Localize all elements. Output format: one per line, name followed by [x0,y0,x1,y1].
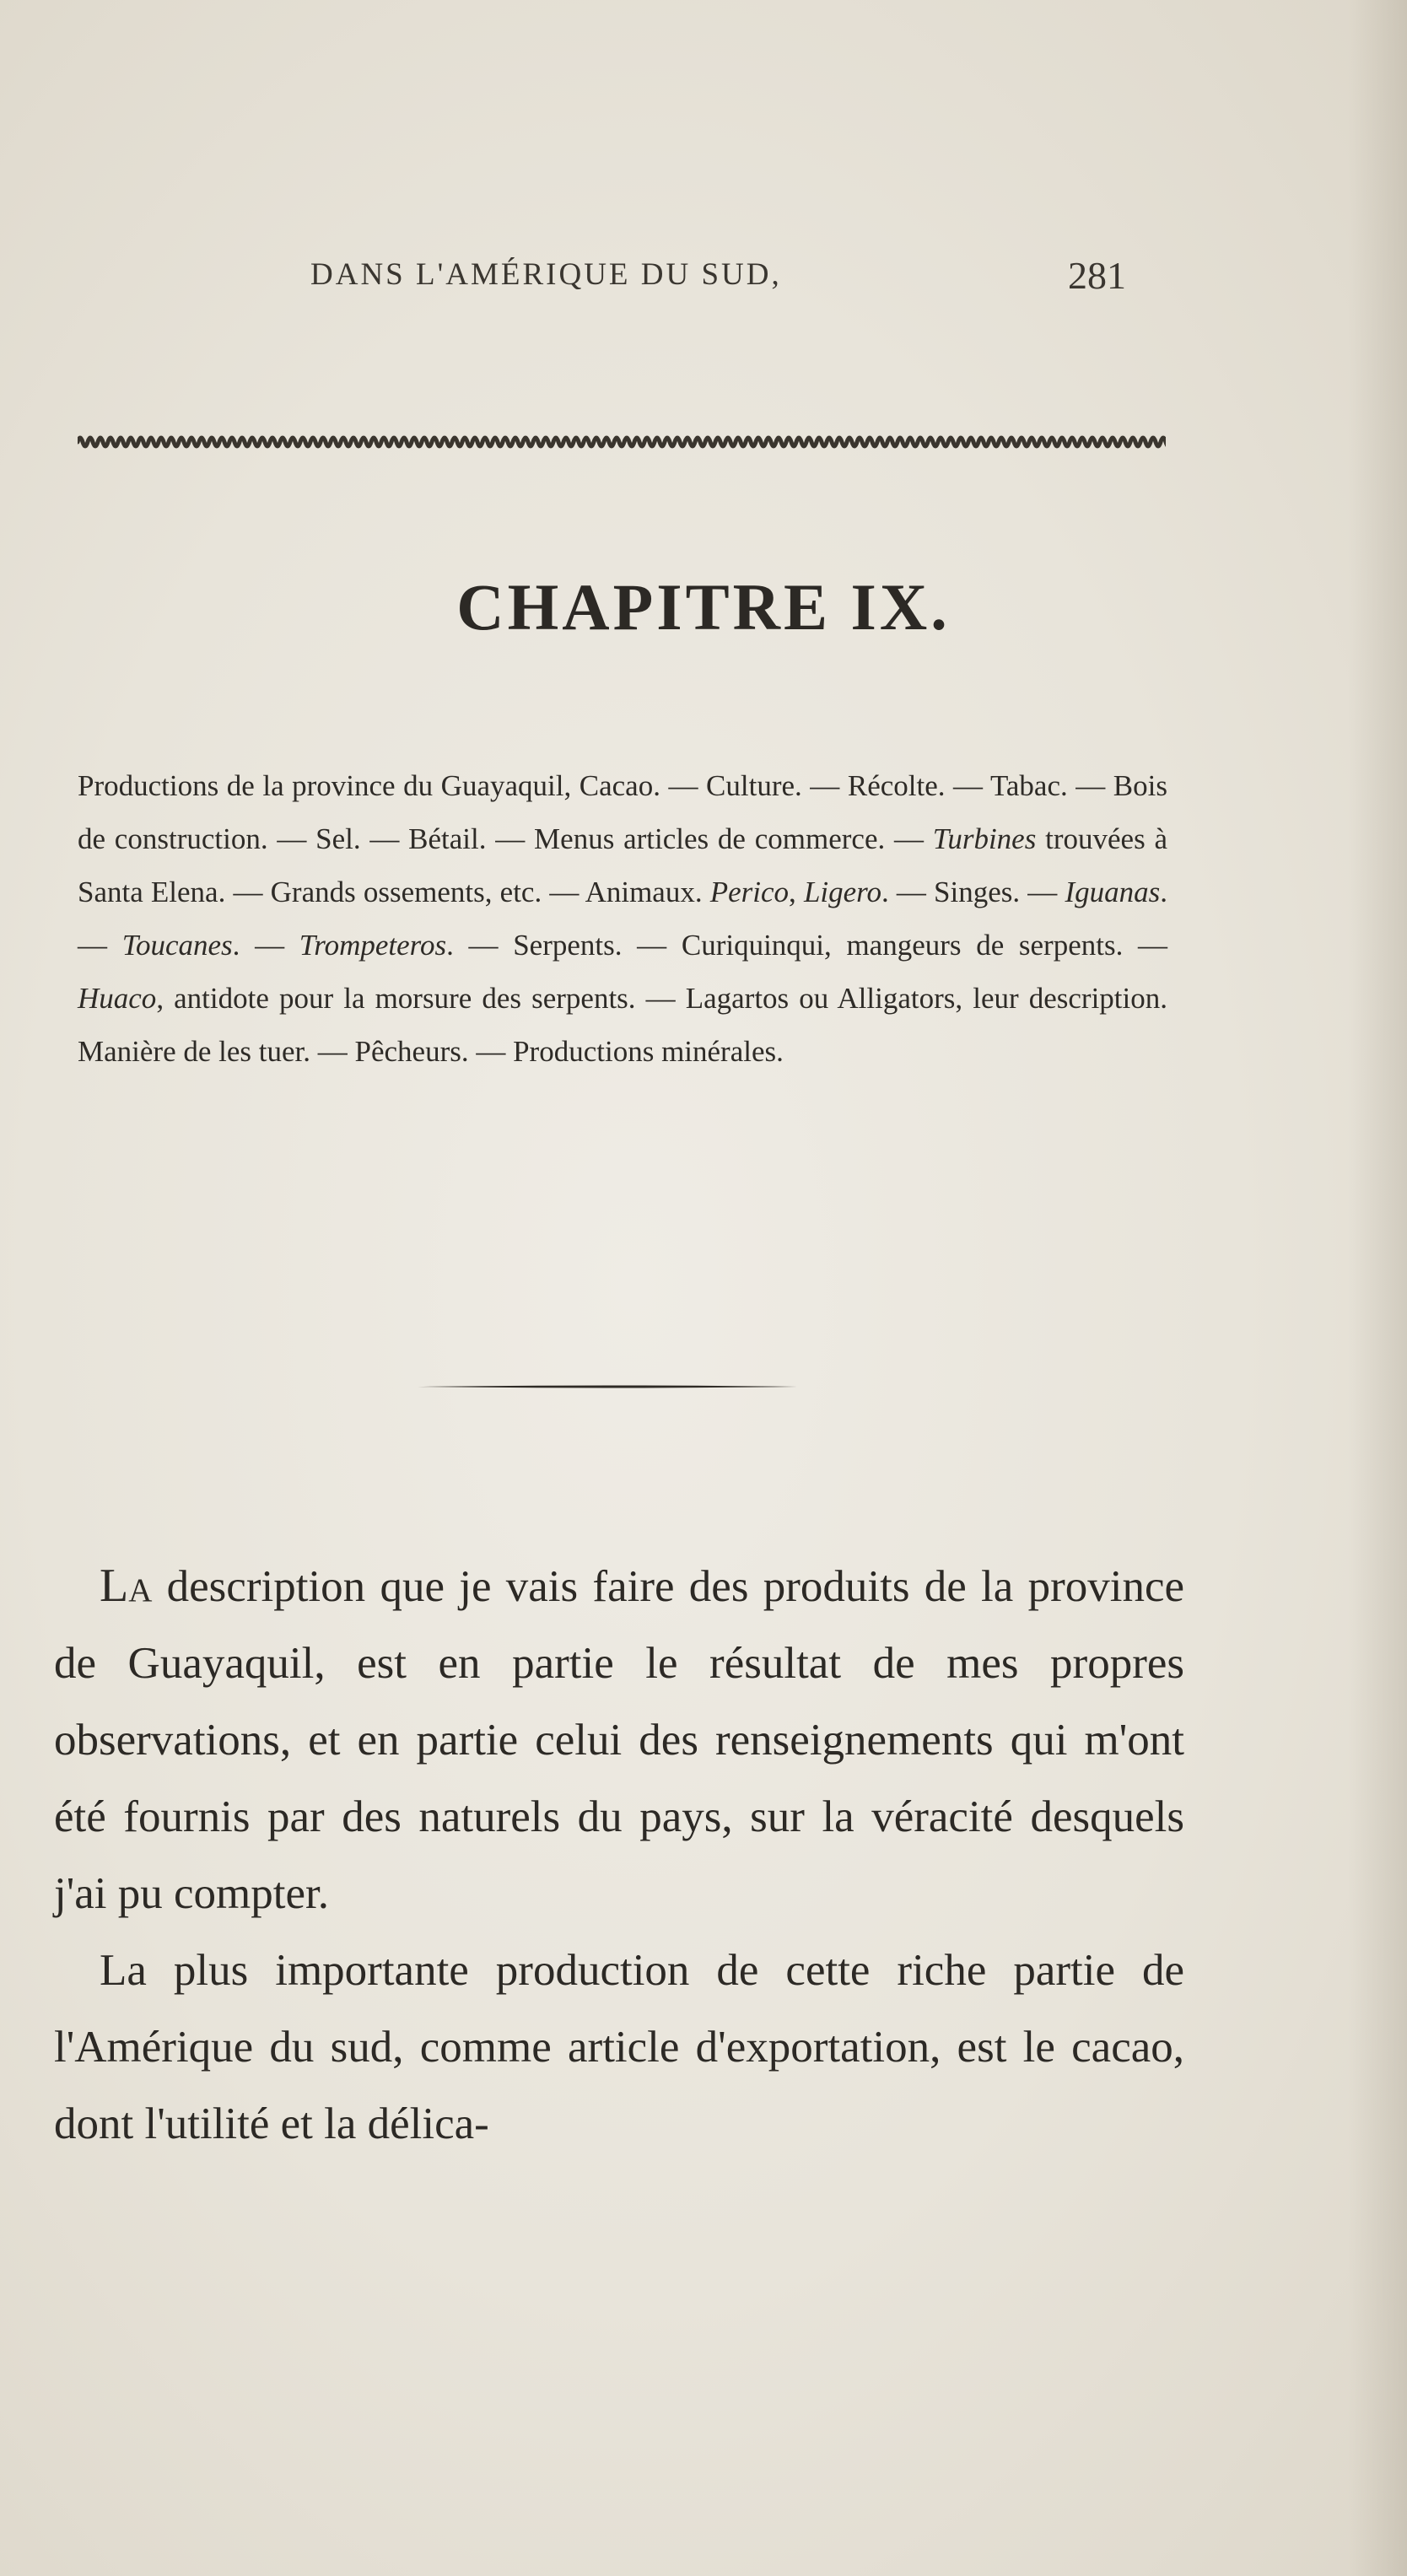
summary-segment: . — Serpents. — Curiquinqui, mangeurs de serpents. — [446,929,1168,962]
summary-italic-term: Trompeteros [299,929,447,962]
running-title: DANS L'AMÉRIQUE DU SUD, [310,257,782,292]
summary-segment: , [789,876,804,908]
summary-segment: trouvées à Santa Elena. — Grands ossements, etc. — Animaux. [78,822,1168,908]
summary-segment: . — Singes. — [881,876,1065,908]
summary-italic-term: Toucanes [121,929,233,962]
summary-italic-term: Huaco [78,982,157,1015]
summary-segment: . — [232,929,299,962]
ornamental-divider [78,428,1166,455]
running-head [0,253,1407,312]
page-edge-shadow [1348,0,1407,2576]
paragraph-2: La plus importante production de cette riche partie de l'Amérique du sud, comme article d'exportation, est le cacao, dont l'utilité et la délica- [54,1946,1184,2148]
page-number: 281 [1068,254,1126,297]
paragraph-1 [54,1548,1184,1932]
summary-italic-term: Perico [709,876,790,908]
summary-segment: , antidote pour la morsure des serpents. — Lagartos ou Alligators, leur description. Manière de les tuer. — Pêcheurs. — Productions minérales. [78,982,1167,1068]
chapter-summary [78,759,1167,1078]
section-rule [418,1384,797,1389]
paragraph-1-dropcap: La [100,1560,153,1612]
summary-italic-term: Iguanas [1065,876,1161,908]
paragraph-1-text: description que je vais faire des produits de la province de Guayaquil, est en partie le résultat de mes propres observations, et en partie celui des renseignements qui m'ont été fournis par des naturels du pays, sur la véracité desquels j'ai pu compter. [54,1562,1184,1918]
summary-italic-term: Ligero [803,876,881,908]
summary-segment: . — [78,876,1167,962]
body-text [54,1548,1184,2163]
chapter-title: CHAPITRE IX. [456,570,951,644]
summary-segment: Productions de la province du Guayaquil, Cacao. — Culture. — Récolte. — Tabac. — Bois de construction. — Sel. — Bétail. — Menus articles de commerce. — [78,769,1167,855]
summary-italic-term: Turbines [932,822,1037,855]
